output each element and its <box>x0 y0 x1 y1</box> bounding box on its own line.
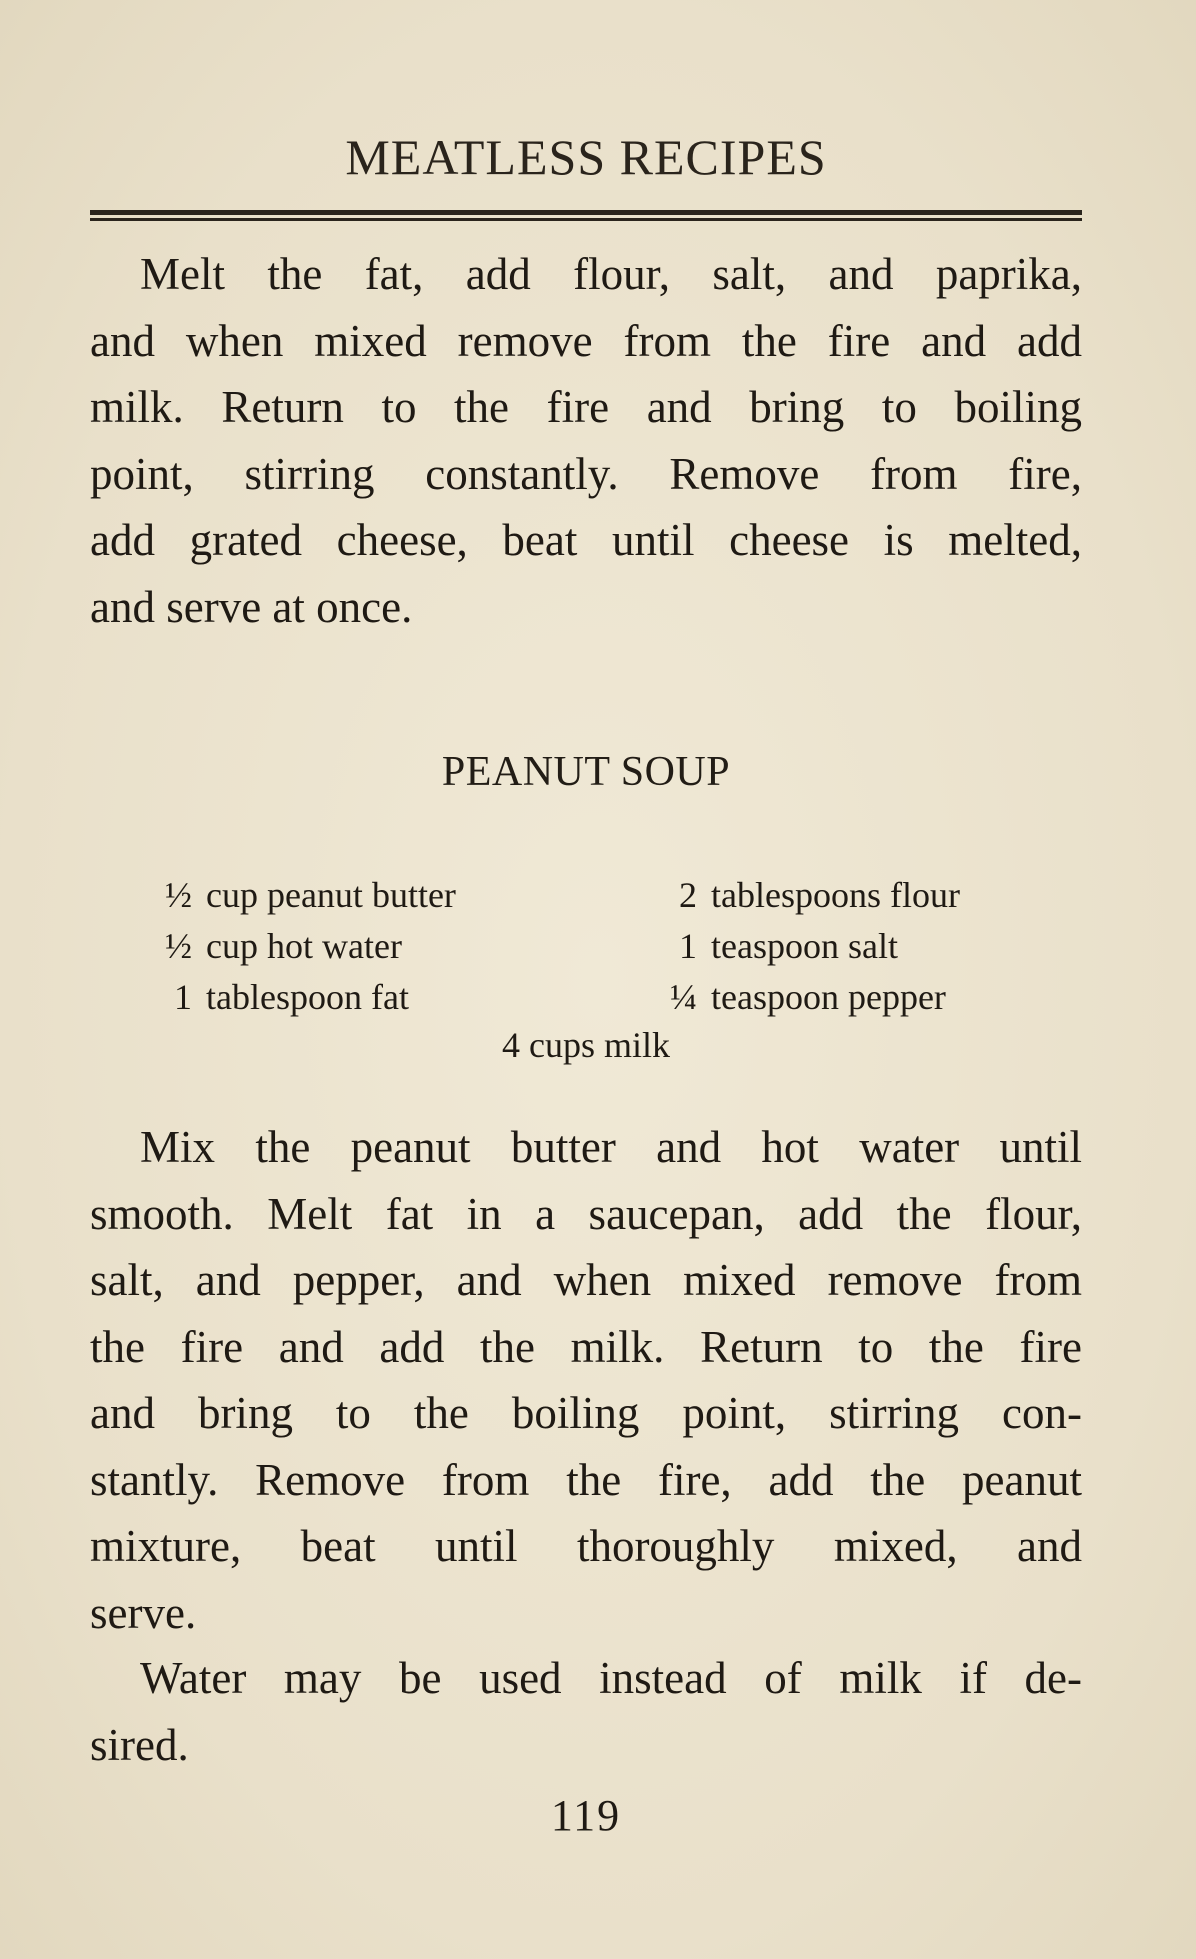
ingredient-quantity: 2 <box>679 875 697 915</box>
paragraph-line: serve. <box>90 1587 197 1638</box>
paragraph-line: the fire and add the milk. Return to the fire <box>90 1321 1082 1372</box>
ingredient-name: cup hot water <box>206 926 402 966</box>
ingredient-item <box>140 972 409 1022</box>
ingredient-item <box>645 870 960 920</box>
recipe-title: PEANUT SOUP <box>441 749 731 795</box>
paragraph-line: salt, and pepper, and when mixed remove from <box>90 1255 1082 1305</box>
ingredient-item <box>645 972 946 1022</box>
paragraph-line: Water may be used instead of milk if de- <box>140 1653 1082 1703</box>
ingredient-quantity: ¼ <box>670 977 697 1017</box>
ingredient-name: teaspoon salt <box>711 926 898 966</box>
paragraph-line: and serve at once. <box>90 581 413 632</box>
ingredient-name: tablespoon fat <box>206 977 409 1017</box>
directions-paragraph <box>90 1114 1082 1646</box>
ingredient-name: teaspoon pepper <box>711 977 946 1017</box>
paragraph-line: add grated cheese, beat until cheese is melted, <box>90 515 1082 565</box>
running-head-title: MEATLESS RECIPES <box>345 129 827 185</box>
paragraph-line: sired. <box>90 1719 189 1770</box>
paragraph-line: and when mixed remove from the fire and add <box>90 315 1082 366</box>
page-number: 119 <box>550 1791 622 1840</box>
ingredient-quantity: 1 <box>679 926 697 966</box>
ingredient-item <box>140 921 402 971</box>
ingredient-item-centered: 4 cups milk <box>502 1025 670 1065</box>
ingredient-quantity: ½ <box>165 875 192 915</box>
paragraph-line: mixture, beat until thoroughly mixed, and <box>90 1521 1082 1571</box>
paragraph-line: Melt the fat, add flour, salt, and paprika, <box>140 249 1082 299</box>
ingredient-name: cup peanut butter <box>206 875 456 915</box>
paragraph-line: Mix the peanut butter and hot water until <box>140 1122 1082 1172</box>
header-rule-thin <box>90 218 1082 221</box>
ingredient-quantity: ½ <box>165 926 192 966</box>
intro-paragraph <box>90 241 1082 640</box>
note-paragraph <box>90 1645 1082 1778</box>
paragraph-line: and bring to the boiling point, stirring con- <box>90 1388 1082 1438</box>
ingredient-item <box>140 870 456 920</box>
header-rule-thick <box>90 210 1082 215</box>
ingredient-quantity: 1 <box>174 977 192 1017</box>
paragraph-line: smooth. Melt fat in a saucepan, add the flour, <box>90 1188 1082 1239</box>
ingredient-item <box>645 921 898 971</box>
paragraph-line: stantly. Remove from the fire, add the peanut <box>90 1454 1082 1505</box>
paragraph-line: point, stirring constantly. Remove from fire, <box>90 448 1082 499</box>
paragraph-line: milk. Return to the fire and bring to boiling <box>90 382 1082 432</box>
ingredient-name: tablespoons flour <box>711 875 960 915</box>
